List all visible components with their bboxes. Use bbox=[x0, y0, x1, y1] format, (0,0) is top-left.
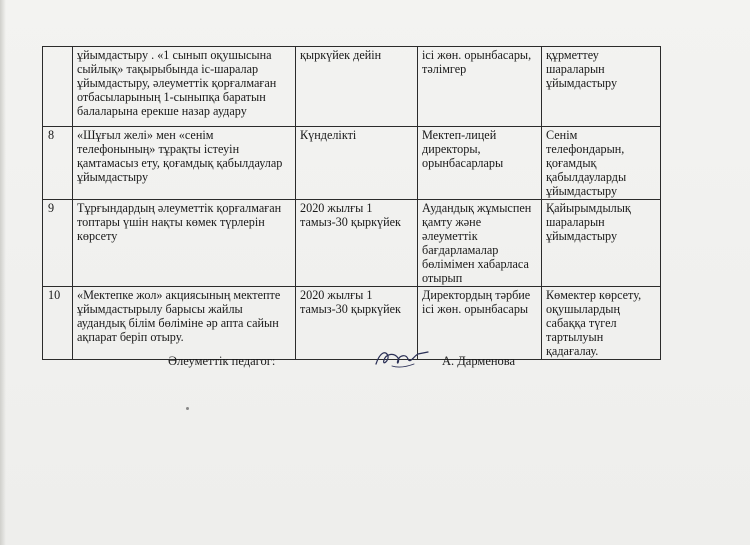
handwritten-signature bbox=[372, 346, 432, 372]
event-cell: «Мектепке жол» акциясының мектепте ұйымдастырылу барысы жайлы аудандық білім бөліміне әр апта сайын ақпарат беріп отыру. bbox=[73, 287, 296, 360]
table-row bbox=[43, 47, 661, 127]
result-cell: Көмектер көрсету, оқушылардың сабаққа түгел тартылуын қадағалау. bbox=[542, 287, 661, 360]
deadline-cell: Күнделікті bbox=[296, 127, 418, 200]
result-cell: Қайырымдылық шараларын ұйымдастыру bbox=[542, 200, 661, 287]
result-cell: құрметтеу шараларын ұйымдастыру bbox=[542, 47, 661, 127]
row-number: 10 bbox=[43, 287, 73, 360]
responsible-cell: Аудандық жұмыспен қамту және әлеуметтік бағдарламалар бөлімімен хабарласа отырып bbox=[418, 200, 542, 287]
deadline-cell: 2020 жылғы 1 тамыз-30 қыркүйек bbox=[296, 287, 418, 360]
responsible-cell: ісі жөн. орынбасары, тәлімгер bbox=[418, 47, 542, 127]
responsible-cell: Мектеп-лицей директоры, орынбасарлары bbox=[418, 127, 542, 200]
page-edge-shadow bbox=[0, 0, 6, 545]
event-cell: Тұрғындардың әлеуметтік қорғалмаған топтары үшін нақты көмек түрлерін көрсету bbox=[73, 200, 296, 287]
signature-role: Әлеуметтік педагог: bbox=[168, 354, 276, 368]
table-row bbox=[43, 127, 661, 200]
row-number: 8 bbox=[43, 127, 73, 200]
event-cell: ұйымдастыру . «1 сынып оқушысына сыйлық» тақырыбында іс-шаралар ұйымдастыру, әлеуметтік қорғалмаған отбасыларының 1-сыныпқа баратын балаларына ерекше назар аудару bbox=[73, 47, 296, 127]
signature-name: А. Дарменова bbox=[442, 354, 516, 368]
signature-block bbox=[168, 346, 588, 376]
table-row bbox=[43, 200, 661, 287]
paper-speck bbox=[186, 407, 189, 410]
row-number bbox=[43, 47, 73, 127]
event-cell: «Шұғыл желі» мен «сенім телефонының» тұрақты істеуін қамтамасыз ету, қоғамдық қабылдаулар ұйымдастыру bbox=[73, 127, 296, 200]
responsible-cell: Директордың тәрбие ісі жөн. орынбасары bbox=[418, 287, 542, 360]
result-cell: Сенім телефондарын, қоғамдық қабылдауларды ұйымдастыру bbox=[542, 127, 661, 200]
deadline-cell: 2020 жылғы 1 тамыз-30 қыркүйек bbox=[296, 200, 418, 287]
plan-table bbox=[42, 46, 661, 360]
row-number: 9 bbox=[43, 200, 73, 287]
deadline-cell: қыркүйек дейін bbox=[296, 47, 418, 127]
